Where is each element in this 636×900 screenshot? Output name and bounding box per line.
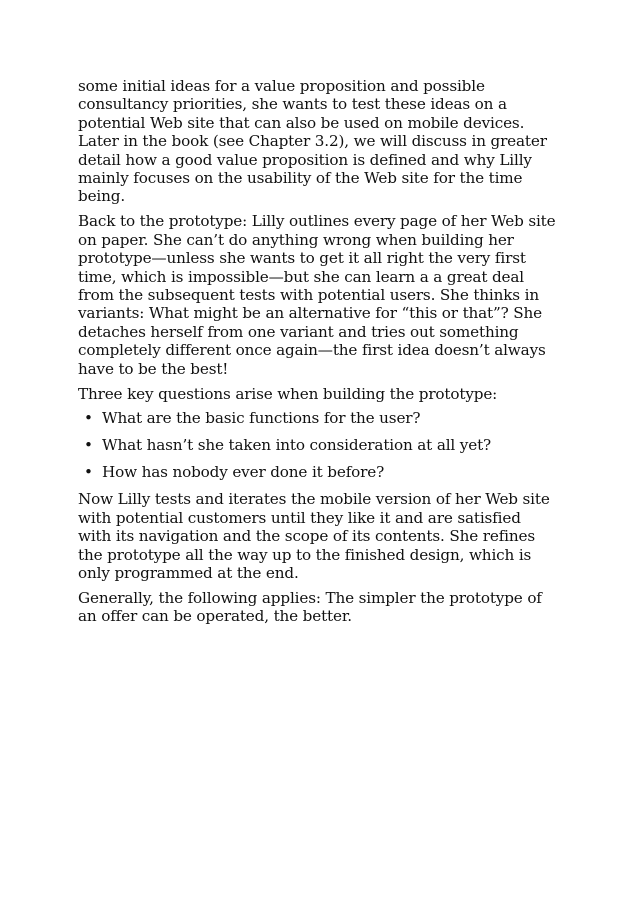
list-item-text: What hasn’t she taken into consideration at all yet? (102, 436, 492, 455)
bullet-icon: • (84, 409, 93, 428)
paragraph-prototype: Back to the prototype: Lilly outlines every page of her Web site on paper. She can’t do anything wrong when building her prototype—unless she wants to get it all right the very first time, which is impossible—but she can learn a a great deal from the subsequent tests with potential users. She thinks in variants: What might be an alternative for “this or that”? She detaches herself from one variant and tries out something completely different once again—the first idea doesn’t always have to be the best! (78, 212, 556, 378)
list-item (78, 463, 556, 481)
list-item (78, 409, 556, 427)
list-item-text: How has nobody ever done it before? (102, 463, 385, 482)
page-body (78, 77, 556, 632)
paragraph-intro: some initial ideas for a value proposition and possible consultancy priorities, she wants to test these ideas on a potential Web site that can also be used on mobile devices. Later in the book (see Chapter 3.2), we will discuss in greater detail how a good value proposition is defined and why Lilly mainly focuses on the usability of the Web site for the time being. (78, 77, 547, 206)
list-item-text: What are the basic functions for the user? (102, 409, 421, 428)
bullet-icon: • (84, 463, 93, 482)
paragraph-questions-intro: Three key questions arise when building the prototype: (78, 384, 498, 403)
paragraph-conclusion: Generally, the following applies: The simpler the prototype of an offer can be operated, the better. (78, 588, 542, 626)
list-item (78, 436, 556, 454)
paragraph-testing: Now Lilly tests and iterates the mobile version of her Web site with potential customers until they like it and are satisfied with its navigation and the scope of its contents. She refines the prototype all the way up to the finished design, which is only programmed at the end. (78, 490, 550, 583)
bullet-icon: • (84, 436, 93, 455)
key-questions-list (78, 409, 556, 481)
